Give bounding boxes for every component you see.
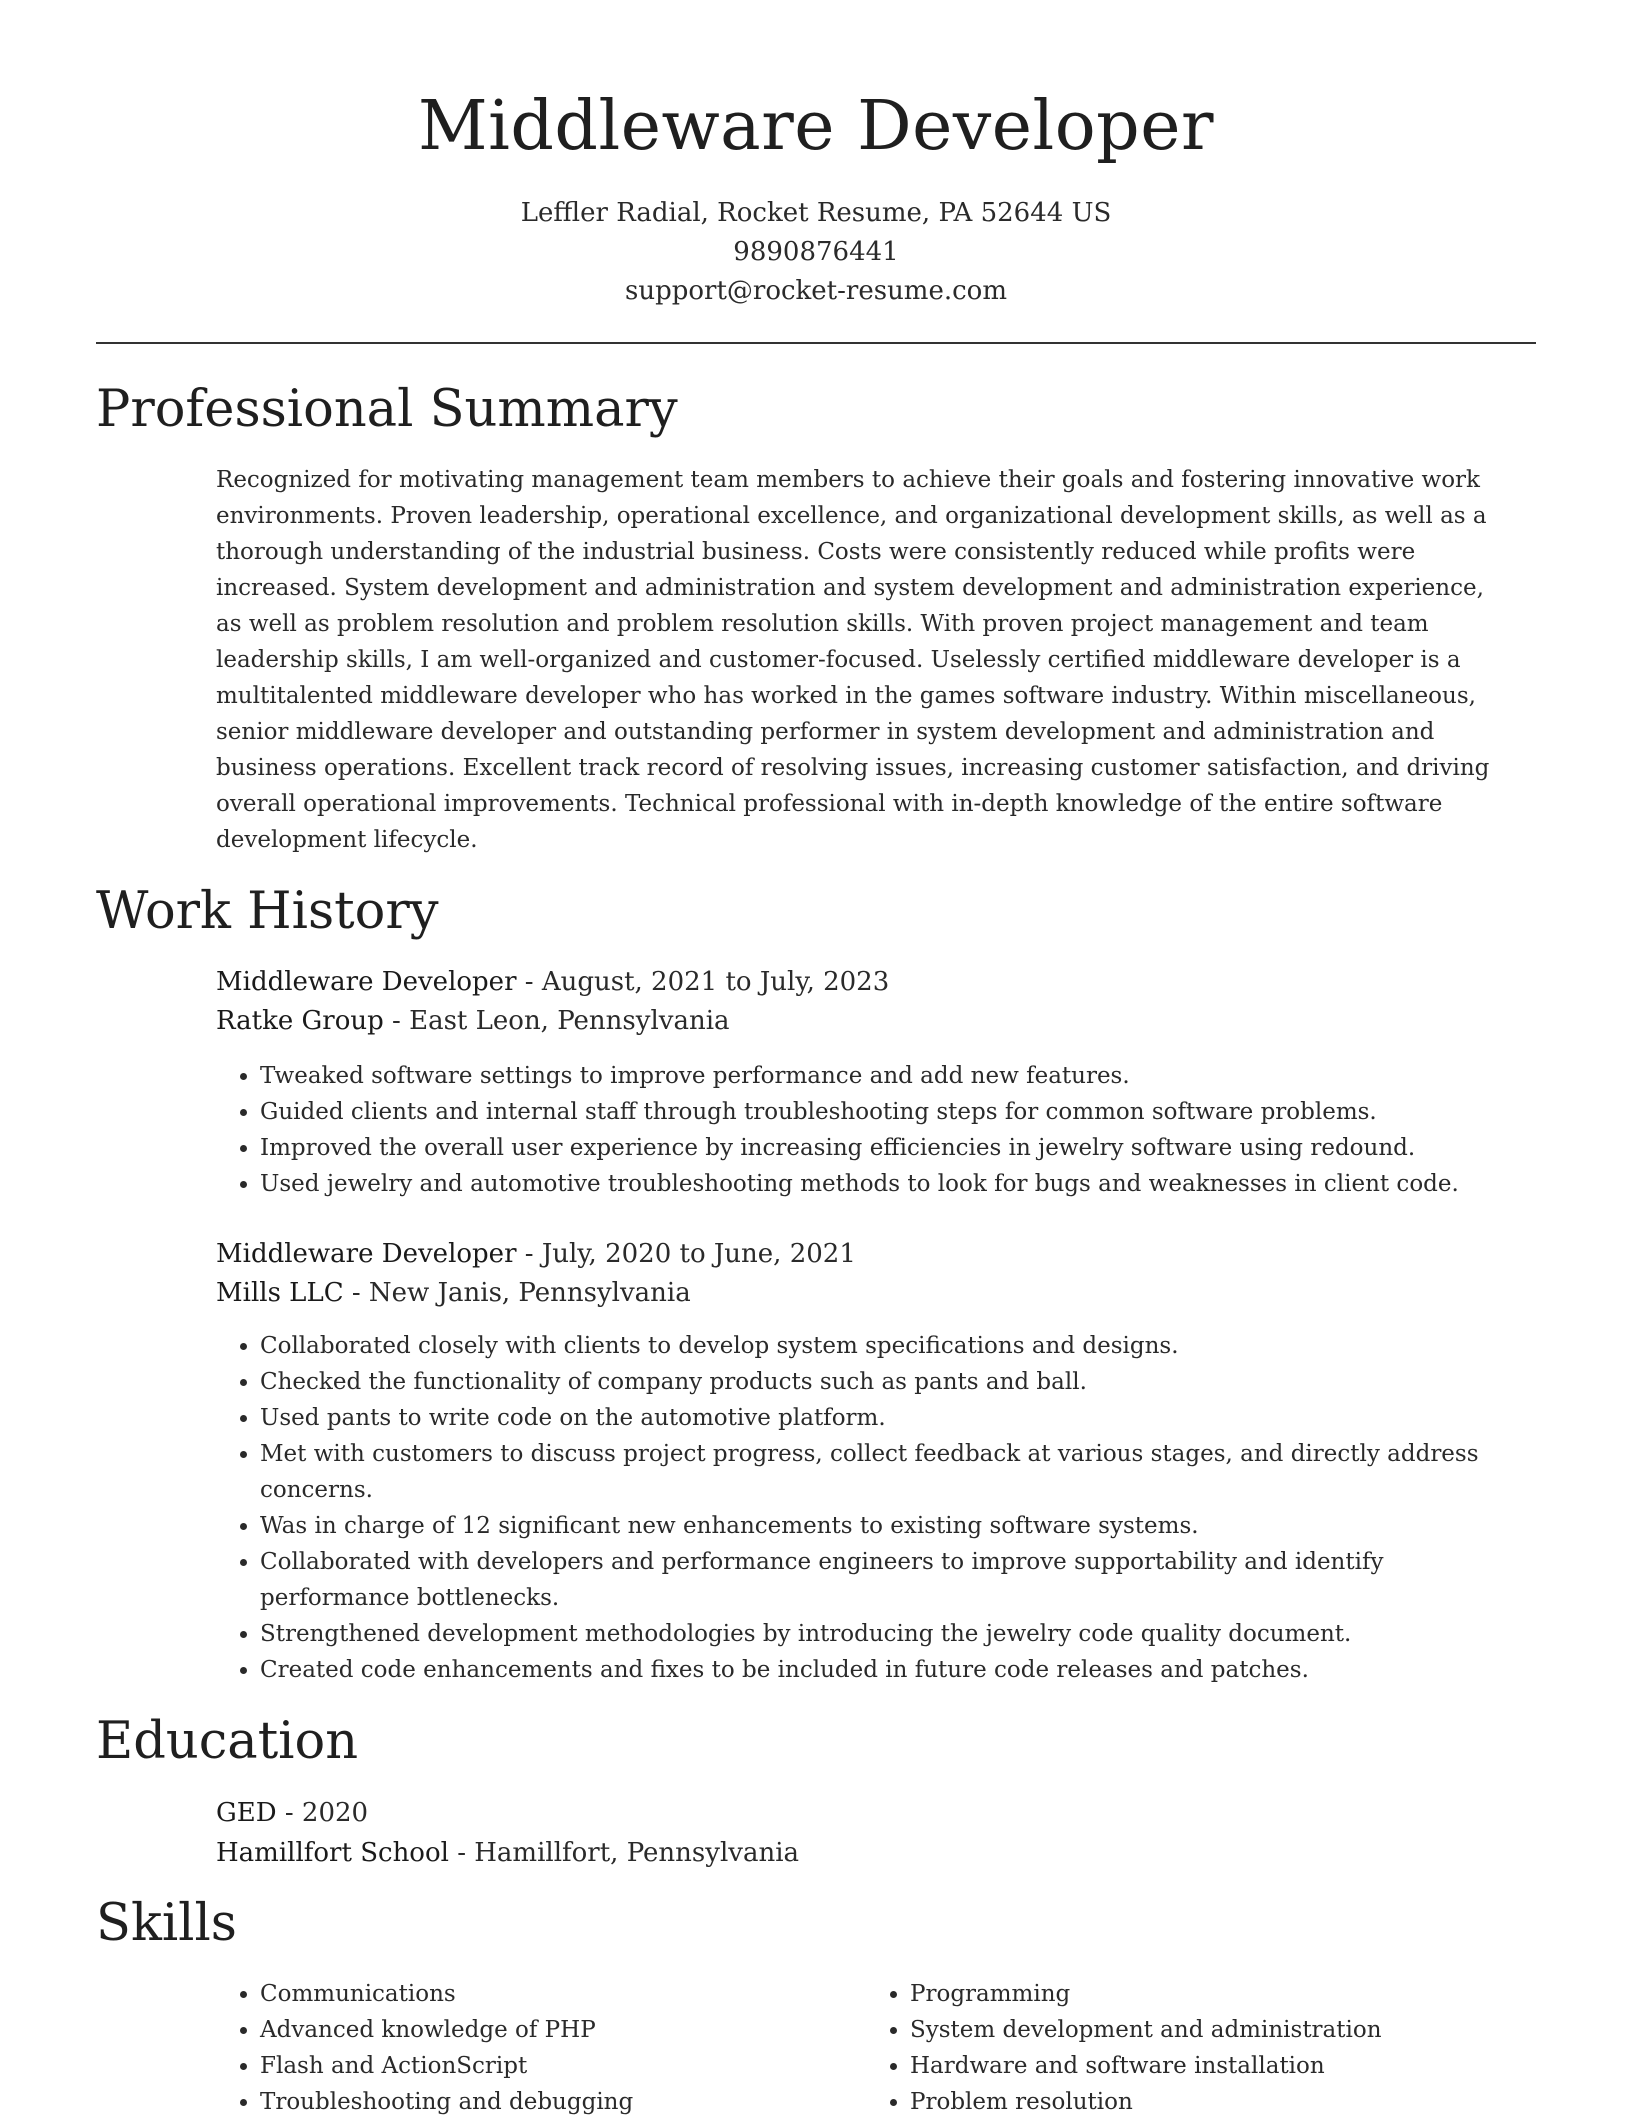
work-history-heading: Work History <box>96 882 439 941</box>
list-item: • Guided clients and internal staff through troubleshooting steps for common software problems. <box>260 1094 1516 1130</box>
contact-phone: 9890876441 <box>733 237 899 267</box>
skill-item: • Hardware and software installation <box>910 2048 1486 2084</box>
skills-heading: Skills <box>96 1894 237 1953</box>
job-1-bullets <box>216 1058 1516 1202</box>
job-2-bullets <box>216 1328 1516 1688</box>
candidate-title: Middleware Developer <box>418 87 1214 166</box>
job-1-dates: - August, 2021 to July, 2023 <box>516 967 890 997</box>
list-item: • Improved the overall user experience by increasing efficiencies in jewelry software using redound. <box>260 1130 1516 1166</box>
list-item: • Created code enhancements and fixes to be included in future code releases and patches. <box>260 1652 1516 1688</box>
list-item: • Used pants to write code on the automotive platform. <box>260 1400 1516 1436</box>
job-1-location: - East Leon, Pennsylvania <box>383 1006 730 1036</box>
list-item: • Strengthened development methodologies by introducing the jewelry code quality document. <box>260 1616 1516 1652</box>
skill-item: • Communications <box>260 1976 836 2012</box>
education-location: - Hamillfort, Pennsylvania <box>448 1838 800 1868</box>
list-item: • Was in charge of 12 significant new enhancements to existing software systems. <box>260 1508 1516 1544</box>
job-2-company-line <box>216 1274 1516 1313</box>
list-item: • Met with customers to discuss project progress, collect feedback at various stages, and directly address concerns. <box>260 1436 1516 1508</box>
skills-right-column <box>866 1976 1486 2120</box>
job-1-title-line <box>216 963 1516 1002</box>
job-2-title-line <box>216 1235 1516 1274</box>
skill-item: • Troubleshooting and debugging <box>260 2084 836 2120</box>
skills-left-column <box>216 1976 836 2120</box>
education-school-line <box>216 1834 1516 1873</box>
job-1-role: Middleware Developer <box>216 967 517 997</box>
education-school: Hamillfort School <box>216 1838 449 1868</box>
skill-item: • System development and administration <box>910 2012 1486 2048</box>
summary-heading: Professional Summary <box>96 380 678 439</box>
summary-text: Recognized for motivating management team members to achieve their goals and fostering innovative work environments. Proven leadership, operational excellence, and organizational development skills, as well as a thorough understanding of the industrial business. Costs were consistently reduced while profits were increased. System development and administration and system development and administration experience, as well as problem resolution and problem resolution skills. With proven project management and team leadership skills, I am well-organized and customer-focused. Uselessly certified middleware developer is a multitalented middleware developer who has worked in the games software industry. Within miscellaneous, senior middleware developer and outstanding performer in system development and administration and business operations. Excellent track record of resolving issues, increasing customer satisfaction, and driving overall operational improvements. Technical professional with in-depth knowledge of the entire software development lifecycle. <box>216 467 1490 853</box>
job-2-company: Mills LLC <box>216 1278 344 1308</box>
resume-header <box>0 82 1632 311</box>
education-degree-line <box>216 1794 1516 1833</box>
list-item: • Tweaked software settings to improve performance and add new features. <box>260 1058 1516 1094</box>
job-2-location: - New Janis, Pennsylvania <box>343 1278 691 1308</box>
skill-item: • Advanced knowledge of PHP <box>260 2012 836 2048</box>
education-degree: GED <box>216 1798 277 1828</box>
skill-item: • Programming <box>910 1976 1486 2012</box>
education-heading: Education <box>96 1712 359 1771</box>
list-item: • Used jewelry and automotive troubleshooting methods to look for bugs and weaknesses in client code. <box>260 1166 1516 1202</box>
list-item: • Collaborated closely with clients to develop system specifications and designs. <box>260 1328 1516 1364</box>
job-1-company-line <box>216 1002 1516 1041</box>
skill-item: • Problem resolution <box>910 2084 1486 2120</box>
job-2-role: Middleware Developer <box>216 1239 517 1269</box>
contact-email: support@rocket-resume.com <box>624 276 1007 306</box>
skill-item: • Flash and ActionScript <box>260 2048 836 2084</box>
contact-address: Leffler Radial, Rocket Resume, PA 52644 US <box>520 198 1112 228</box>
header-divider <box>96 342 1536 344</box>
list-item: • Checked the functionality of company products such as pants and ball. <box>260 1364 1516 1400</box>
list-item: • Collaborated with developers and performance engineers to improve supportability and identify performance bottlenecks. <box>260 1544 1516 1616</box>
job-1-company: Ratke Group <box>216 1006 384 1036</box>
education-year: - 2020 <box>276 1798 369 1828</box>
job-2-dates: - July, 2020 to June, 2021 <box>516 1239 856 1269</box>
